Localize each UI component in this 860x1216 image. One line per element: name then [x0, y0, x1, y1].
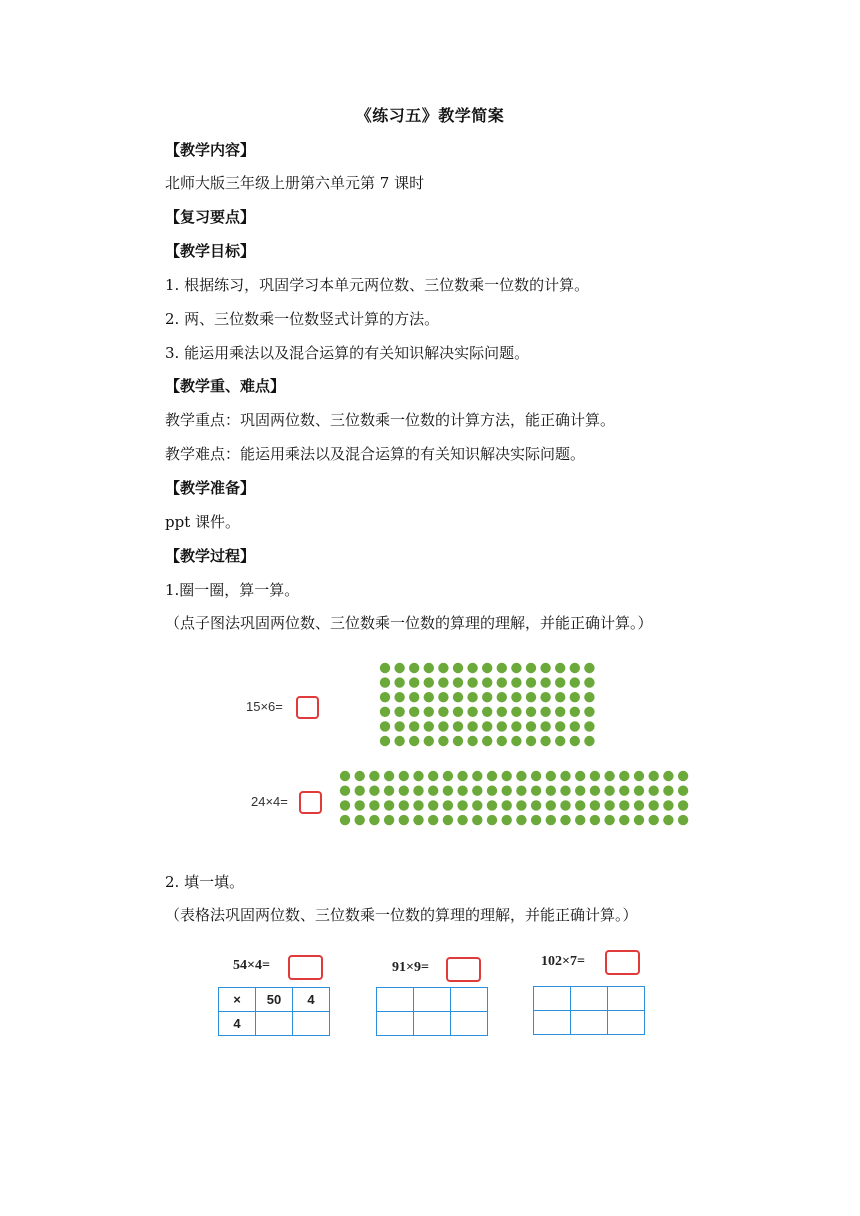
dot — [511, 692, 521, 702]
dot — [619, 771, 629, 781]
dot — [570, 692, 580, 702]
dot — [663, 815, 673, 825]
table-cell: 4 — [219, 1012, 256, 1036]
table-cell[interactable] — [451, 988, 488, 1012]
dot — [457, 815, 467, 825]
dot — [453, 736, 463, 746]
dot — [546, 771, 556, 781]
key-point: 教学重点：巩固两位数、三位数乘一位数的计算方法，能正确计算。 — [165, 411, 616, 429]
dot — [424, 707, 434, 717]
table-cell[interactable] — [534, 987, 571, 1011]
table-cell[interactable] — [571, 1011, 608, 1035]
dot — [502, 786, 512, 796]
dot — [467, 677, 477, 687]
dot — [678, 800, 688, 810]
dot — [526, 707, 536, 717]
dot — [438, 736, 448, 746]
table-cell[interactable] — [608, 1011, 645, 1035]
dot — [443, 800, 453, 810]
dot — [384, 771, 394, 781]
dot — [438, 677, 448, 687]
dot — [584, 707, 594, 717]
dot — [649, 800, 659, 810]
dot — [487, 815, 497, 825]
dot — [555, 663, 565, 673]
dot — [340, 800, 350, 810]
dot — [467, 692, 477, 702]
dot — [409, 663, 419, 673]
dot — [424, 721, 434, 731]
dot — [428, 786, 438, 796]
dot — [502, 771, 512, 781]
dot — [540, 736, 550, 746]
dot — [399, 771, 409, 781]
dot — [453, 663, 463, 673]
dot — [394, 721, 404, 731]
dot — [443, 771, 453, 781]
dot — [482, 721, 492, 731]
dot — [516, 786, 526, 796]
dot — [482, 736, 492, 746]
dot — [511, 736, 521, 746]
dot — [560, 786, 570, 796]
dot — [540, 677, 550, 687]
step-2-title: 2. 填一填。 — [165, 873, 245, 891]
dot — [634, 771, 644, 781]
dot — [369, 815, 379, 825]
dot — [516, 771, 526, 781]
dot — [487, 771, 497, 781]
answer-box[interactable] — [605, 950, 640, 975]
dot — [678, 771, 688, 781]
dot — [487, 800, 497, 810]
equation-table-1: 54×4= — [233, 958, 270, 973]
dot — [399, 815, 409, 825]
dot — [413, 771, 423, 781]
dot — [443, 815, 453, 825]
difficult-point: 教学难点：能运用乘法以及混合运算的有关知识解决实际问题。 — [165, 445, 586, 463]
section-heading-content: 【教学内容】 — [165, 141, 256, 159]
dot — [428, 771, 438, 781]
dot — [394, 663, 404, 673]
dot — [555, 736, 565, 746]
dot-array-24x4 — [338, 769, 700, 831]
dot — [409, 692, 419, 702]
dot — [663, 771, 673, 781]
dot — [380, 692, 390, 702]
dot — [482, 677, 492, 687]
dot — [472, 771, 482, 781]
dot — [413, 800, 423, 810]
table-cell[interactable] — [534, 1011, 571, 1035]
dot — [634, 815, 644, 825]
section-heading-prep: 【教学准备】 — [165, 479, 256, 497]
dot — [575, 800, 585, 810]
dot — [340, 815, 350, 825]
dot — [649, 815, 659, 825]
dot — [497, 692, 507, 702]
dot — [409, 677, 419, 687]
dot — [526, 721, 536, 731]
dot — [526, 663, 536, 673]
dot — [355, 800, 365, 810]
table-cell[interactable] — [414, 1012, 451, 1036]
dot — [355, 786, 365, 796]
dot — [619, 815, 629, 825]
dot — [604, 815, 614, 825]
dot — [369, 771, 379, 781]
dot — [482, 692, 492, 702]
dot — [584, 721, 594, 731]
dot — [526, 736, 536, 746]
dot — [438, 663, 448, 673]
dot — [584, 692, 594, 702]
dot — [482, 663, 492, 673]
dot — [546, 800, 556, 810]
dot — [649, 786, 659, 796]
dot — [340, 786, 350, 796]
dot — [467, 721, 477, 731]
dot — [619, 786, 629, 796]
dot — [570, 677, 580, 687]
dot — [590, 815, 600, 825]
dot — [424, 692, 434, 702]
table-cell[interactable] — [414, 988, 451, 1012]
dot — [380, 707, 390, 717]
table-cell[interactable] — [377, 988, 414, 1012]
dot — [560, 815, 570, 825]
dot — [540, 663, 550, 673]
dot — [424, 663, 434, 673]
section-heading-review: 【复习要点】 — [165, 208, 256, 226]
dot — [497, 677, 507, 687]
dot — [497, 663, 507, 673]
table-cell[interactable] — [256, 1012, 293, 1036]
dot — [531, 800, 541, 810]
dot — [634, 800, 644, 810]
dot — [663, 786, 673, 796]
page-title: 《练习五》教学简案 — [355, 106, 505, 125]
table-cell: 50 — [256, 988, 293, 1012]
answer-box[interactable] — [299, 791, 322, 814]
dot — [560, 771, 570, 781]
dot — [355, 771, 365, 781]
dot — [531, 786, 541, 796]
dot — [424, 677, 434, 687]
step-1-note: （点子图法巩固两位数、三位数乘一位数的算理的理解，并能正确计算。） — [165, 614, 653, 632]
dot — [497, 721, 507, 731]
dot — [409, 707, 419, 717]
dot — [457, 786, 467, 796]
dot — [413, 815, 423, 825]
dot — [511, 707, 521, 717]
dot — [555, 721, 565, 731]
dot — [511, 677, 521, 687]
dot — [663, 800, 673, 810]
dot-array-15x6 — [378, 661, 608, 753]
dot — [438, 721, 448, 731]
goal-item-3: 3. 能运用乘法以及混合运算的有关知识解决实际问题。 — [165, 344, 530, 362]
dot — [555, 707, 565, 717]
dot — [649, 771, 659, 781]
dot — [560, 800, 570, 810]
dot — [394, 707, 404, 717]
dot — [678, 815, 688, 825]
dot — [380, 663, 390, 673]
dot — [555, 692, 565, 702]
dot — [546, 815, 556, 825]
dot — [384, 800, 394, 810]
dot — [438, 692, 448, 702]
dot — [497, 736, 507, 746]
answer-box[interactable] — [446, 957, 481, 982]
equation-table-3: 102×7= — [541, 954, 585, 969]
dot — [516, 800, 526, 810]
step-1-title: 1.圈一圈，算一算。 — [165, 581, 300, 599]
table-cell: 4 — [293, 988, 330, 1012]
dot — [457, 800, 467, 810]
dot — [443, 786, 453, 796]
dot — [453, 721, 463, 731]
dot — [380, 677, 390, 687]
dot — [453, 677, 463, 687]
dot — [531, 771, 541, 781]
dot — [584, 663, 594, 673]
dot — [604, 786, 614, 796]
dot — [428, 800, 438, 810]
dot — [678, 786, 688, 796]
prep-text: ppt 课件。 — [165, 513, 241, 531]
goal-item-2: 2. 两、三位数乘一位数竖式计算的方法。 — [165, 310, 440, 328]
dot — [497, 707, 507, 717]
table-cell: × — [219, 988, 256, 1012]
dot — [502, 815, 512, 825]
dot — [355, 815, 365, 825]
equation-table-2: 91×9= — [392, 960, 429, 975]
multiplication-table-1 — [218, 987, 330, 1036]
dot — [409, 721, 419, 731]
dot — [369, 800, 379, 810]
dot — [453, 692, 463, 702]
dot — [502, 800, 512, 810]
dot — [438, 707, 448, 717]
dot — [604, 800, 614, 810]
section-heading-key: 【教学重、难点】 — [165, 377, 286, 395]
dot — [540, 707, 550, 717]
dot — [399, 800, 409, 810]
equation-dot-2: 24×4= — [251, 794, 288, 809]
dot — [428, 815, 438, 825]
dot — [526, 692, 536, 702]
dot — [369, 786, 379, 796]
dot — [384, 815, 394, 825]
table-cell[interactable] — [377, 1012, 414, 1036]
dot — [634, 786, 644, 796]
dot — [604, 771, 614, 781]
dot — [394, 736, 404, 746]
dot — [467, 707, 477, 717]
dot — [482, 707, 492, 717]
dot — [575, 771, 585, 781]
dot — [467, 736, 477, 746]
dot — [511, 721, 521, 731]
dot — [340, 771, 350, 781]
content-text: 北师大版三年级上册第六单元第 7 课时 — [165, 174, 425, 192]
goal-item-1: 1. 根据练习，巩固学习本单元两位数、三位数乘一位数的计算。 — [165, 276, 590, 294]
dot — [467, 663, 477, 673]
dot — [380, 721, 390, 731]
dot — [394, 677, 404, 687]
dot — [531, 815, 541, 825]
answer-box[interactable] — [288, 955, 323, 980]
dot — [380, 736, 390, 746]
dot — [540, 721, 550, 731]
dot — [570, 736, 580, 746]
table-cell[interactable] — [451, 1012, 488, 1036]
dot — [584, 677, 594, 687]
dot — [384, 786, 394, 796]
dot — [472, 786, 482, 796]
dot — [555, 677, 565, 687]
dot — [590, 771, 600, 781]
dot — [546, 786, 556, 796]
equation-dot-1: 15×6= — [246, 699, 283, 714]
dot — [394, 692, 404, 702]
dot — [570, 721, 580, 731]
multiplication-table-3 — [533, 986, 645, 1035]
dot — [590, 800, 600, 810]
dot — [413, 786, 423, 796]
table-cell[interactable] — [608, 987, 645, 1011]
dot — [409, 736, 419, 746]
dot — [526, 677, 536, 687]
table-cell[interactable] — [571, 987, 608, 1011]
dot — [457, 771, 467, 781]
answer-box[interactable] — [296, 696, 319, 719]
dot — [472, 815, 482, 825]
dot — [570, 707, 580, 717]
dot — [516, 815, 526, 825]
step-2-note: （表格法巩固两位数、三位数乘一位数的算理的理解，并能正确计算。） — [165, 906, 638, 924]
table-cell[interactable] — [293, 1012, 330, 1036]
multiplication-table-2 — [376, 987, 488, 1036]
section-heading-goals: 【教学目标】 — [165, 242, 256, 260]
dot — [511, 663, 521, 673]
dot — [619, 800, 629, 810]
dot — [487, 786, 497, 796]
dot — [453, 707, 463, 717]
section-heading-process: 【教学过程】 — [165, 547, 256, 565]
dot — [424, 736, 434, 746]
dot — [399, 786, 409, 796]
dot — [570, 663, 580, 673]
dot — [575, 815, 585, 825]
dot — [584, 736, 594, 746]
dot — [472, 800, 482, 810]
dot — [575, 786, 585, 796]
dot — [540, 692, 550, 702]
dot — [590, 786, 600, 796]
